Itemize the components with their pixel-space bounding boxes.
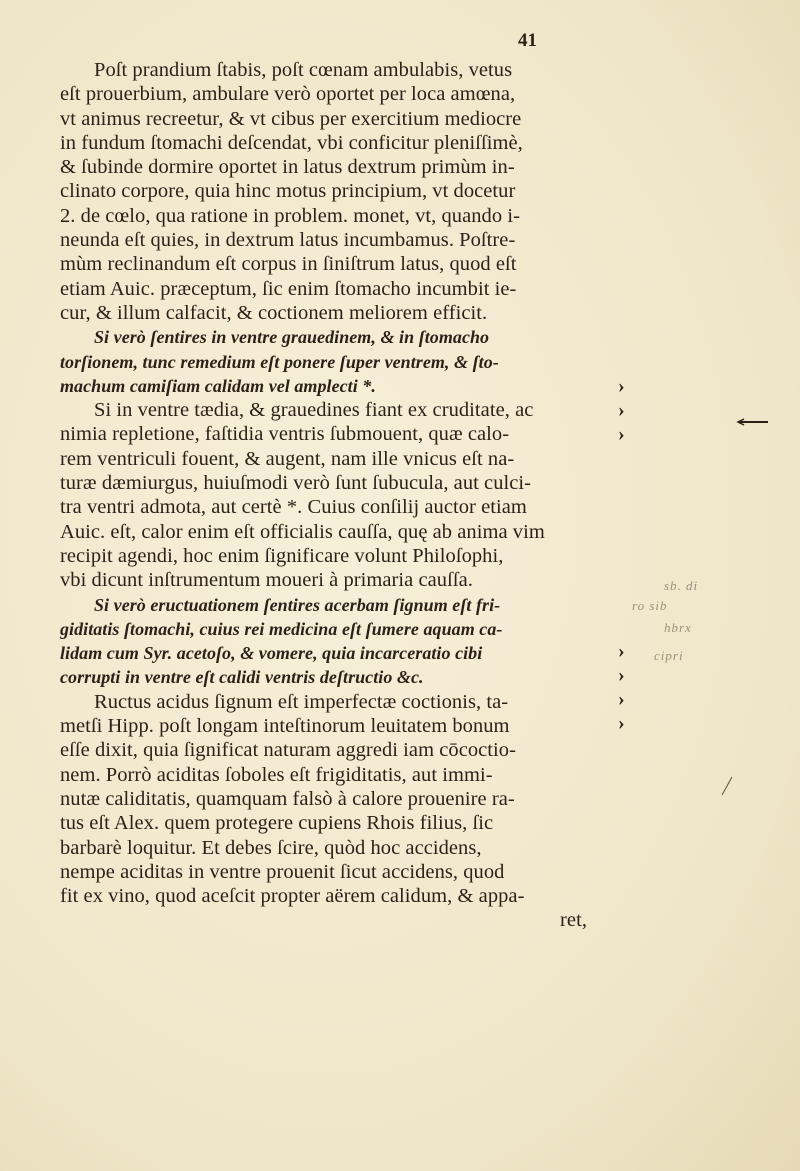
text-line: vt animus recreetur, & vt cibus per exercitium mediocre — [60, 107, 522, 130]
margin-slash-icon — [720, 775, 734, 797]
margin-quote-mark: › — [618, 375, 625, 397]
text-line: Si verò eructuationem ſentires acerbam ſignum eſt fri- — [94, 594, 501, 615]
text-block — [60, 58, 595, 933]
text-line: neunda eſt quies, in dextrum latus incumbamus. Poſtre- — [60, 229, 516, 252]
text-line: nempe aciditas in ventre prouenit ſicut accidens, quod — [60, 860, 505, 883]
text-line: tus eſt Alex. quem protegere cupiens Rhois filius, ſic — [60, 812, 494, 835]
text-line: eſt prouerbium, ambulare verò oportet per loca amœna, — [60, 83, 516, 106]
text-line: etiam Auic. præceptum, ſic enim ſtomacho incumbit ie- — [60, 277, 517, 300]
text-line: recipit agendi, hoc enim ſignificare volunt Philoſophi, — [60, 544, 504, 567]
text-line: eſſe dixit, quia ſignificat naturam aggredi iam cōcoctio- — [60, 739, 516, 762]
margin-quote-mark: › — [618, 664, 625, 686]
text-line: giditatis ſtomachi, cuius rei medicina eſt ſumere aquam ca- — [60, 618, 503, 639]
margin-quote-mark: › — [618, 688, 625, 710]
text-line: corrupti in ventre eſt calidi ventris deſtructio &c. — [60, 667, 424, 688]
text-line: torſionem, tunc remedium eſt ponere ſuper ventrem, & ſto- — [60, 351, 499, 372]
margin-quote-mark: › — [618, 399, 625, 421]
text-line: turæ dæmiurgus, huiuſmodi verò ſunt ſubucula, aut culci- — [60, 472, 532, 495]
page-number: 41 — [518, 30, 537, 51]
margin-arrow-icon — [736, 418, 770, 426]
margin-quote-mark: › — [618, 423, 625, 445]
faint-margin-note: hbrx — [664, 620, 692, 635]
faint-margin-note: ro sib — [632, 598, 668, 613]
text-line: clinato corpore, quia hinc motus principium, vt docetur — [60, 180, 516, 203]
text-line: tra ventri admota, aut certè *. Cuius conſilij auctor etiam — [60, 496, 527, 519]
margin-quote-mark: › — [618, 640, 625, 662]
text-line: Poſt prandium ſtabis, poſt cœnam ambulabis, vetus — [94, 59, 513, 81]
text-line: ret, — [560, 909, 587, 932]
text-line: Si in ventre tædia, & grauedines fiant ex cruditate, ac — [94, 399, 534, 422]
text-line: fit ex vino, quod aceſcit propter aërem calidum, & appa- — [60, 885, 525, 908]
text-line: machum camiſiam calidam vel amplecti *. — [60, 375, 376, 396]
text-line: Ructus acidus ſignum eſt imperfectæ coctionis, ta- — [94, 690, 509, 713]
margin-column — [598, 0, 798, 1171]
text-line: & ſubinde dormire oportet in latus dextrum primùm in- — [60, 156, 515, 179]
text-line: nem. Porrò aciditas ſoboles eſt frigiditatis, aut immi- — [60, 763, 493, 786]
margin-quote-mark: › — [618, 712, 625, 734]
text-line: lidam cum Syr. acetoſo, & vomere, quia incarceratio cibi — [60, 643, 483, 664]
text-line: metſi Hipp. poſt longam inteſtinorum leuitatem bonum — [60, 715, 510, 738]
text-line: nutæ caliditatis, quamquam falsò à calore prouenire ra- — [60, 787, 515, 810]
text-line: mùm reclinandum eſt corpus in ſiniſtrum latus, quod eſt — [60, 253, 517, 276]
text-line: nimia repletione, faſtidia ventris ſubmouent, quæ calo- — [60, 423, 510, 446]
text-line: Auic. eſt, calor enim eſt officialis cauſſa, quę ab anima vim — [60, 520, 545, 543]
text-line: Si verò ſentires in ventre grauedinem, & in ſtomacho — [94, 327, 490, 348]
text-line: vbi dicunt inſtrumentum moueri à primaria cauſſa. — [60, 569, 473, 592]
text-line: cur, & illum calfacit, & coctionem meliorem efficit. — [60, 301, 488, 324]
faint-margin-note: cipri — [654, 648, 684, 663]
text-line: in fundum ſtomachi deſcendat, vbi conficitur pleniſſimè, — [60, 131, 523, 154]
text-line: rem ventriculi fouent, & augent, nam ille vnicus eſt na- — [60, 447, 515, 470]
text-line: 2. de cœlo, qua ratione in problem. monet, vt, quando i- — [60, 204, 520, 227]
faint-margin-note: sb. di — [664, 578, 699, 593]
text-line: barbarè loquitur. Et debes ſcire, quòd hoc accidens, — [60, 836, 482, 859]
